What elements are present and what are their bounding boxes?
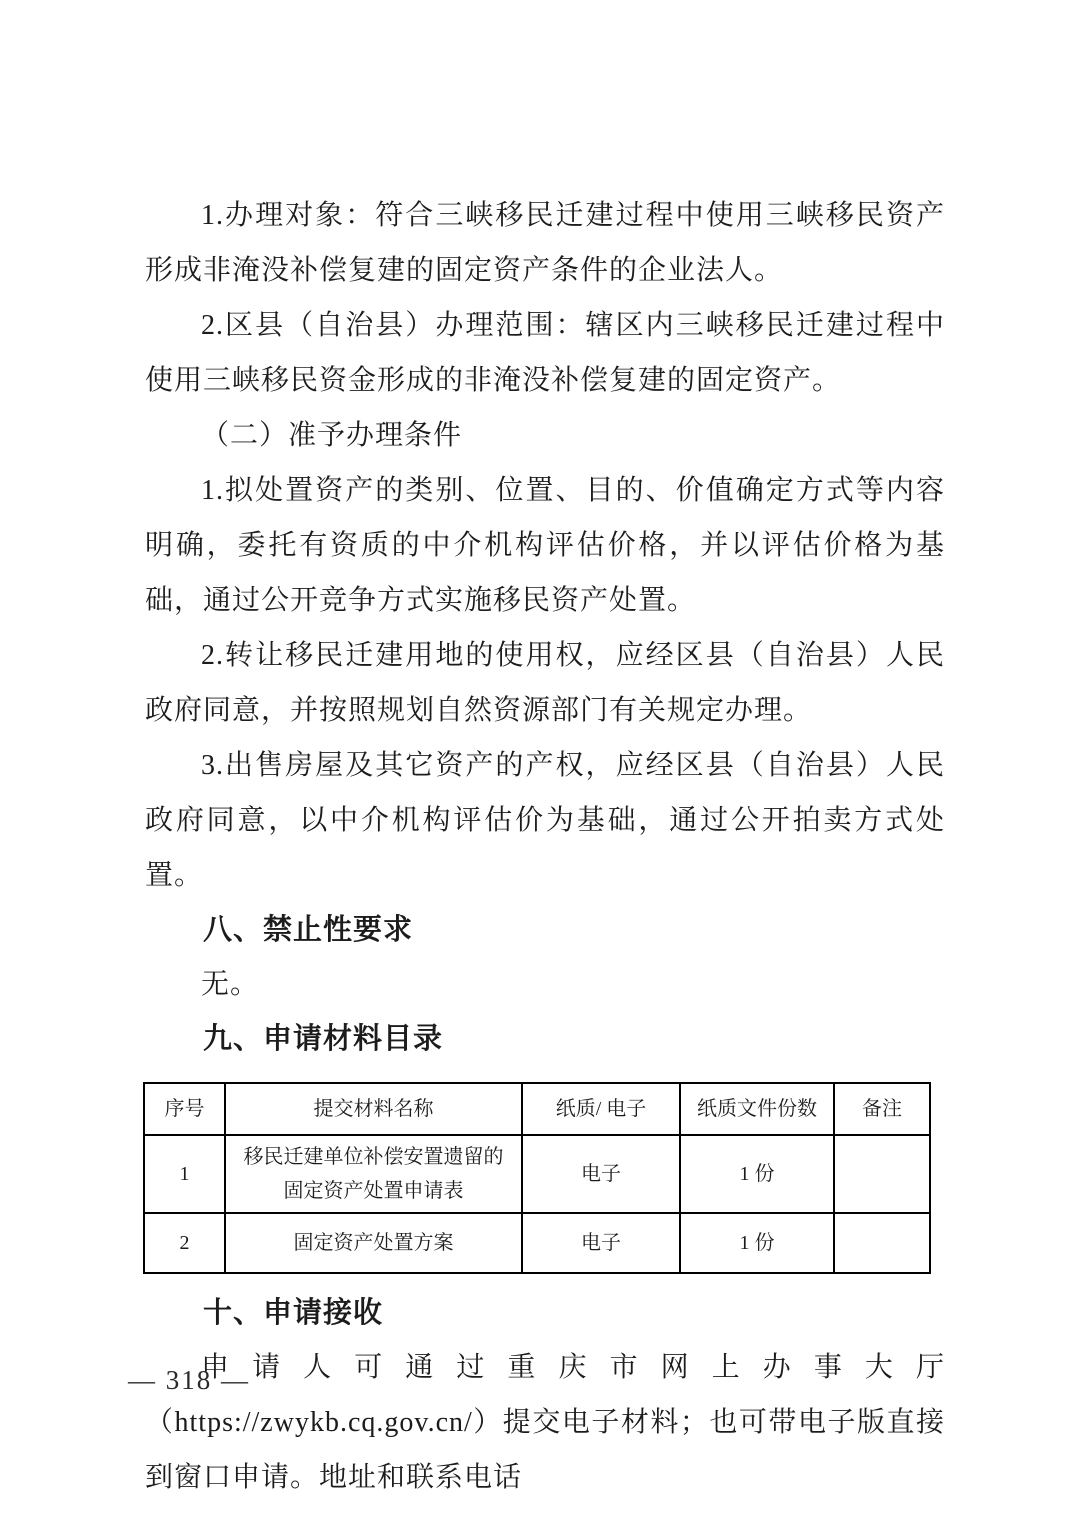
paragraph-none: 无。 xyxy=(201,969,260,1000)
table-row xyxy=(144,1213,930,1273)
paragraph-condition-1: 1.拟处置资产的类别、位置、目的、价值确定方式等内容明确，委托有资质的中介机构评估价格，并以评估价格为基础，通过公开竞争方式实施移民资产处置。 xyxy=(145,475,945,616)
cell-material-name: 移民迁建单位补偿安置遗留的固定资产处置申请表 xyxy=(225,1135,522,1213)
section-heading-application-receipt: 十、申请接收 xyxy=(203,1297,384,1329)
cell-medium: 电子 xyxy=(522,1135,680,1213)
table-header-material-name: 提交材料名称 xyxy=(225,1083,522,1135)
table-row xyxy=(144,1135,930,1213)
cell-copies: 1 份 xyxy=(680,1135,834,1213)
table-header-index: 序号 xyxy=(144,1083,225,1135)
cell-copies: 1 份 xyxy=(680,1213,834,1273)
cell-note xyxy=(834,1213,930,1273)
cell-material-name: 固定资产处置方案 xyxy=(225,1213,522,1273)
page-number: — 318 — xyxy=(128,1365,250,1395)
table-header-paper-copies: 纸质文件份数 xyxy=(680,1083,834,1135)
cell-index: 1 xyxy=(144,1135,225,1213)
table-header-paper-electronic: 纸质/ 电子 xyxy=(522,1083,680,1135)
paragraph-approval-conditions-title: （二）准予办理条件 xyxy=(201,420,463,451)
cell-medium: 电子 xyxy=(522,1213,680,1273)
section-heading-prohibitions: 八、禁止性要求 xyxy=(203,914,414,946)
paragraph-application-channel: 申请人可通过重庆市网上办事大厅（https://zwykb.cq.gov.cn/）提交电子材料；也可带电子版直接到窗口申请。地址和联系电话 xyxy=(145,1352,945,1493)
paragraph-condition-2: 2.转让移民迁建用地的使用权，应经区县（自治县）人民政府同意，并按照规划自然资源部门有关规定办理。 xyxy=(145,640,945,726)
section-heading-materials-list: 九、申请材料目录 xyxy=(203,1023,444,1055)
cell-index: 2 xyxy=(144,1213,225,1273)
document-body xyxy=(145,188,945,1505)
cell-note xyxy=(834,1135,930,1213)
table-header-row xyxy=(144,1083,930,1135)
paragraph-county-scope: 2.区县（自治县）办理范围：辖区内三峡移民迁建过程中使用三峡移民资金形成的非淹没补偿复建的固定资产。 xyxy=(145,310,945,396)
paragraph-condition-3: 3.出售房屋及其它资产的产权，应经区县（自治县）人民政府同意，以中介机构评估价为基础，通过公开拍卖方式处置。 xyxy=(145,750,945,891)
materials-table xyxy=(143,1082,931,1274)
paragraph-handling-target: 1.办理对象：符合三峡移民迁建过程中使用三峡移民资产形成非淹没补偿复建的固定资产条件的企业法人。 xyxy=(145,200,945,286)
table-header-remarks: 备注 xyxy=(834,1083,930,1135)
